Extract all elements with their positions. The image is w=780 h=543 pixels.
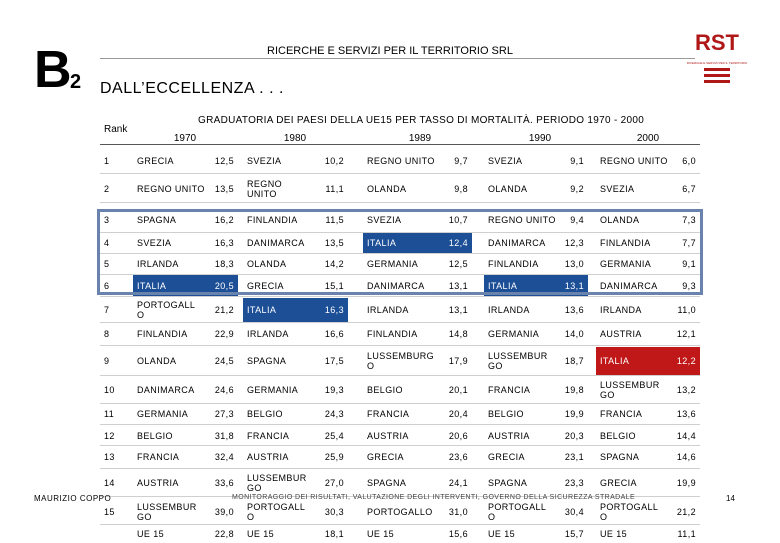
country-cell: REGNO UNITO xyxy=(600,156,668,166)
country-cell: DANIMARCA xyxy=(247,238,305,248)
value-cell: 31,8 xyxy=(214,430,234,441)
value-cell: 16,3 xyxy=(214,238,234,248)
value-cell: 16,6 xyxy=(324,329,344,339)
value-cell: 14,2 xyxy=(324,259,344,269)
table-top-rule xyxy=(100,144,700,145)
rank-cell: 3 xyxy=(104,215,110,225)
country-cell: LUSSEMBUR GO xyxy=(488,351,548,371)
value-cell: 9,3 xyxy=(682,280,696,291)
country-cell: SVEZIA xyxy=(600,184,635,194)
table-row xyxy=(100,499,700,525)
average-row xyxy=(100,525,700,543)
country-cell: DANIMARCA xyxy=(488,238,546,248)
value-cell: 15,6 xyxy=(448,529,468,539)
country-cell: LUSSEMBUR GO xyxy=(137,501,197,522)
country-cell: FRANCIA xyxy=(247,430,290,441)
country-cell: UE 15 xyxy=(247,529,275,539)
country-cell: ITALIA xyxy=(247,305,277,315)
country-cell: GERMANIA xyxy=(247,385,299,395)
country-cell: PORTOGALL O xyxy=(137,300,195,320)
value-cell: 18,3 xyxy=(214,259,234,269)
value-cell: 23,1 xyxy=(564,452,584,462)
country-cell: FRANCIA xyxy=(367,409,410,419)
value-cell: 13,5 xyxy=(324,238,344,248)
country-cell: SVEZIA xyxy=(367,215,402,225)
table-row xyxy=(100,446,700,469)
country-cell: OLANDA xyxy=(367,184,407,194)
country-cell: FRANCIA xyxy=(488,385,531,395)
country-cell: GERMANIA xyxy=(488,329,540,339)
year-header: 1989 xyxy=(408,133,432,144)
value-cell: 9,7 xyxy=(454,156,468,166)
value-cell: 9,1 xyxy=(682,259,696,269)
country-cell: ITALIA xyxy=(137,280,167,291)
value-cell: 12,2 xyxy=(676,356,696,366)
country-cell: SVEZIA xyxy=(488,156,523,166)
country-cell: FRANCIA xyxy=(600,409,643,419)
value-cell: 14,0 xyxy=(564,329,584,339)
value-cell: 11,1 xyxy=(677,529,696,539)
year-header: 1990 xyxy=(528,133,552,144)
value-cell: 27,3 xyxy=(214,409,234,419)
table-row xyxy=(100,176,700,203)
country-cell: LUSSEMBURG O xyxy=(367,351,435,371)
country-cell: BELGIO xyxy=(367,385,403,395)
value-cell: 13,2 xyxy=(676,385,696,395)
value-cell: 9,2 xyxy=(570,184,584,194)
country-cell: IRLANDA xyxy=(600,305,642,315)
table-row xyxy=(100,149,700,174)
country-cell: GERMANIA xyxy=(600,259,652,269)
slide-number: 2 xyxy=(70,71,82,93)
value-cell: 25,4 xyxy=(324,430,344,441)
value-cell: 21,2 xyxy=(214,305,234,315)
footer-text: MONITORAGGIO DEI RISULTATI, VALUTAZIONE DEGLI INTERVENTI, GOVERNO DELLA SICUREZZA STRADALE xyxy=(232,494,636,501)
country-cell: PORTOGALL O xyxy=(600,501,658,522)
country-cell: LUSSEMBUR GO xyxy=(247,472,307,493)
rank-cell: 8 xyxy=(104,329,110,339)
country-cell: GRECIA xyxy=(488,452,525,462)
value-cell: 11,0 xyxy=(677,305,696,315)
country-cell: BELGIO xyxy=(247,409,283,419)
value-cell: 11,1 xyxy=(325,184,344,194)
logo-bar xyxy=(704,68,730,71)
country-cell: BELGIO xyxy=(600,430,636,441)
country-cell: GERMANIA xyxy=(367,259,419,269)
table-row xyxy=(100,404,700,425)
logo-text: RST xyxy=(695,30,739,55)
country-cell: SPAGNA xyxy=(488,477,528,488)
slide-letter: B xyxy=(34,41,70,99)
rank-cell: 4 xyxy=(104,238,110,248)
country-cell: REGNO UNITO xyxy=(367,156,435,166)
value-cell: 6,0 xyxy=(682,156,696,166)
country-cell: FINLANDIA xyxy=(247,215,298,225)
table-row xyxy=(100,298,700,323)
table-row xyxy=(100,377,700,404)
country-cell: GRECIA xyxy=(137,156,174,166)
table-title: GRADUATORIA DEI PAESI DELLA UE15 PER TASSO DI MORTALITÀ. PERIODO 1970 - 2000 xyxy=(198,115,645,126)
country-cell: PORTOGALLO xyxy=(367,506,433,517)
year-header: 1970 xyxy=(173,133,197,144)
value-cell: 23,3 xyxy=(564,477,584,488)
value-cell: 20,1 xyxy=(448,385,468,395)
value-cell: 20,5 xyxy=(214,280,234,291)
value-cell: 22,8 xyxy=(214,529,234,539)
value-cell: 19,9 xyxy=(676,477,696,488)
country-cell: IRLANDA xyxy=(247,329,289,339)
rank-cell: 11 xyxy=(104,409,115,419)
value-cell: 21,2 xyxy=(676,506,696,517)
country-cell: GERMANIA xyxy=(137,409,189,419)
value-cell: 19,9 xyxy=(564,409,584,419)
country-cell: GRECIA xyxy=(247,280,284,291)
value-cell: 24,5 xyxy=(214,356,234,366)
rst-logo xyxy=(686,24,748,88)
country-cell: REGNO UNITO xyxy=(247,179,283,199)
value-cell: 22,9 xyxy=(214,329,234,339)
country-cell: ITALIA xyxy=(488,280,518,291)
country-cell: PORTOGALL O xyxy=(247,501,305,522)
value-cell: 13,1 xyxy=(448,280,468,291)
country-cell: AUSTRIA xyxy=(488,430,530,441)
table-row xyxy=(100,426,700,446)
rank-cell: 5 xyxy=(104,259,110,269)
country-cell: UE 15 xyxy=(137,529,165,539)
country-cell: IRLANDA xyxy=(137,259,179,269)
value-cell: 20,3 xyxy=(564,430,584,441)
value-cell: 39,0 xyxy=(214,506,234,517)
value-cell: 14,8 xyxy=(448,329,468,339)
value-cell: 13,1 xyxy=(564,280,584,291)
country-cell: FINLANDIA xyxy=(600,238,651,248)
value-cell: 17,5 xyxy=(324,356,344,366)
logo-bar xyxy=(704,80,730,83)
rank-cell xyxy=(104,525,128,543)
value-cell: 24,6 xyxy=(214,385,234,395)
value-cell: 20,6 xyxy=(448,430,468,441)
value-cell: 13,6 xyxy=(564,305,584,315)
rank-column-header: Rank xyxy=(104,124,128,135)
value-cell: 12,3 xyxy=(564,238,584,248)
value-cell: 13,0 xyxy=(564,259,584,269)
value-cell: 24,1 xyxy=(448,477,468,488)
value-cell: 18,7 xyxy=(564,356,584,366)
country-cell: IRLANDA xyxy=(488,305,530,315)
country-cell: SPAGNA xyxy=(600,452,640,462)
value-cell: 32,4 xyxy=(214,452,234,462)
rank-cell: 14 xyxy=(104,477,115,488)
value-cell: 9,4 xyxy=(570,215,584,225)
value-cell: 9,8 xyxy=(454,184,468,194)
org-name: RICERCHE E SERVIZI PER IL TERRITORIO SRL xyxy=(267,45,513,57)
logo-bar xyxy=(704,74,730,77)
country-cell: FINLANDIA xyxy=(488,259,539,269)
country-cell: UE 15 xyxy=(600,529,628,539)
rank-cell: 13 xyxy=(104,452,115,462)
rank-cell: 2 xyxy=(104,184,110,194)
value-cell: 20,4 xyxy=(448,409,468,419)
value-cell: 12,1 xyxy=(676,329,696,339)
value-cell: 7,7 xyxy=(682,238,696,248)
country-cell: UE 15 xyxy=(488,529,516,539)
value-cell: 17,9 xyxy=(448,356,468,366)
value-cell: 15,7 xyxy=(564,529,584,539)
value-cell: 33,6 xyxy=(214,477,234,488)
country-cell: FINLANDIA xyxy=(137,329,188,339)
value-cell: 24,3 xyxy=(324,409,344,419)
country-cell: DANIMARCA xyxy=(137,385,195,395)
year-header: 1980 xyxy=(283,133,307,144)
country-cell: ITALIA xyxy=(600,356,630,366)
value-cell: 14,6 xyxy=(676,452,696,462)
value-cell: 9,1 xyxy=(570,156,584,166)
rank-cell: 7 xyxy=(104,305,110,315)
value-cell: 23,6 xyxy=(448,452,468,462)
rank-cell: 9 xyxy=(104,356,110,366)
value-cell: 14,4 xyxy=(676,430,696,441)
value-cell: 15,1 xyxy=(324,280,344,291)
value-cell: 16,2 xyxy=(214,215,234,225)
value-cell: 12,5 xyxy=(214,156,234,166)
table-row xyxy=(100,323,700,346)
section-title: DALL’ECCELLENZA . . . xyxy=(100,80,284,97)
country-cell: OLANDA xyxy=(488,184,528,194)
country-cell: UE 15 xyxy=(367,529,395,539)
country-cell: SPAGNA xyxy=(247,356,287,366)
value-cell: 16,3 xyxy=(324,305,344,315)
author-name: MAURIZIO COPPO xyxy=(34,494,112,503)
country-cell: SVEZIA xyxy=(137,238,172,248)
country-cell: AUSTRIA xyxy=(367,430,409,441)
rank-cell: 10 xyxy=(104,385,115,395)
value-cell: 31,0 xyxy=(448,506,468,517)
country-cell: AUSTRIA xyxy=(137,477,179,488)
rank-cell: 15 xyxy=(104,506,115,517)
country-cell: OLANDA xyxy=(600,215,640,225)
value-cell: 13,1 xyxy=(448,305,468,315)
value-cell: 10,7 xyxy=(448,215,468,225)
logo-subtext: RICERCHE E SERVIZI PER IL TERRITORIO xyxy=(686,61,748,65)
value-cell: 25,9 xyxy=(324,452,344,462)
value-cell: 11,5 xyxy=(325,215,344,225)
value-cell: 30,4 xyxy=(564,506,584,517)
country-cell: DANIMARCA xyxy=(600,280,658,291)
country-cell: PORTOGALL O xyxy=(488,501,546,522)
value-cell: 19,3 xyxy=(324,385,344,395)
value-cell: 18,1 xyxy=(324,529,344,539)
country-cell: BELGIO xyxy=(137,430,173,441)
value-cell: 30,3 xyxy=(324,506,344,517)
value-cell: 6,7 xyxy=(682,184,696,194)
rank-cell: 12 xyxy=(104,430,115,441)
country-cell: REGNO UNITO xyxy=(137,184,205,194)
highlight-box xyxy=(97,209,703,295)
value-cell: 19,8 xyxy=(564,385,584,395)
value-cell: 13,5 xyxy=(214,184,234,194)
country-cell: REGNO UNITO xyxy=(488,215,556,225)
country-cell: IRLANDA xyxy=(367,305,409,315)
country-cell: FRANCIA xyxy=(137,452,180,462)
country-cell: SPAGNA xyxy=(367,477,407,488)
value-cell: 13,6 xyxy=(676,409,696,419)
value-cell: 10,2 xyxy=(324,156,344,166)
country-cell: OLANDA xyxy=(247,259,287,269)
rank-cell: 6 xyxy=(104,280,110,291)
country-cell: OLANDA xyxy=(137,356,177,366)
country-cell: SPAGNA xyxy=(137,215,177,225)
country-cell: BELGIO xyxy=(488,409,524,419)
country-cell: GRECIA xyxy=(600,477,637,488)
country-cell: SVEZIA xyxy=(247,156,282,166)
country-cell: DANIMARCA xyxy=(367,280,425,291)
country-cell: FINLANDIA xyxy=(367,329,418,339)
country-cell: AUSTRIA xyxy=(247,452,289,462)
table-row xyxy=(100,469,700,497)
country-cell: ITALIA xyxy=(367,238,397,248)
value-cell: 12,5 xyxy=(448,259,468,269)
page-number: 14 xyxy=(726,494,735,503)
rank-cell: 1 xyxy=(104,156,110,166)
value-cell: 7,3 xyxy=(682,215,696,225)
value-cell: 12,4 xyxy=(448,238,468,248)
country-cell: AUSTRIA xyxy=(600,329,642,339)
year-header: 2000 xyxy=(636,133,660,144)
header-rule xyxy=(100,58,695,59)
country-cell: GRECIA xyxy=(367,452,404,462)
country-cell: LUSSEMBUR GO xyxy=(600,380,660,400)
table-row xyxy=(100,347,700,376)
value-cell: 27,0 xyxy=(324,477,344,488)
